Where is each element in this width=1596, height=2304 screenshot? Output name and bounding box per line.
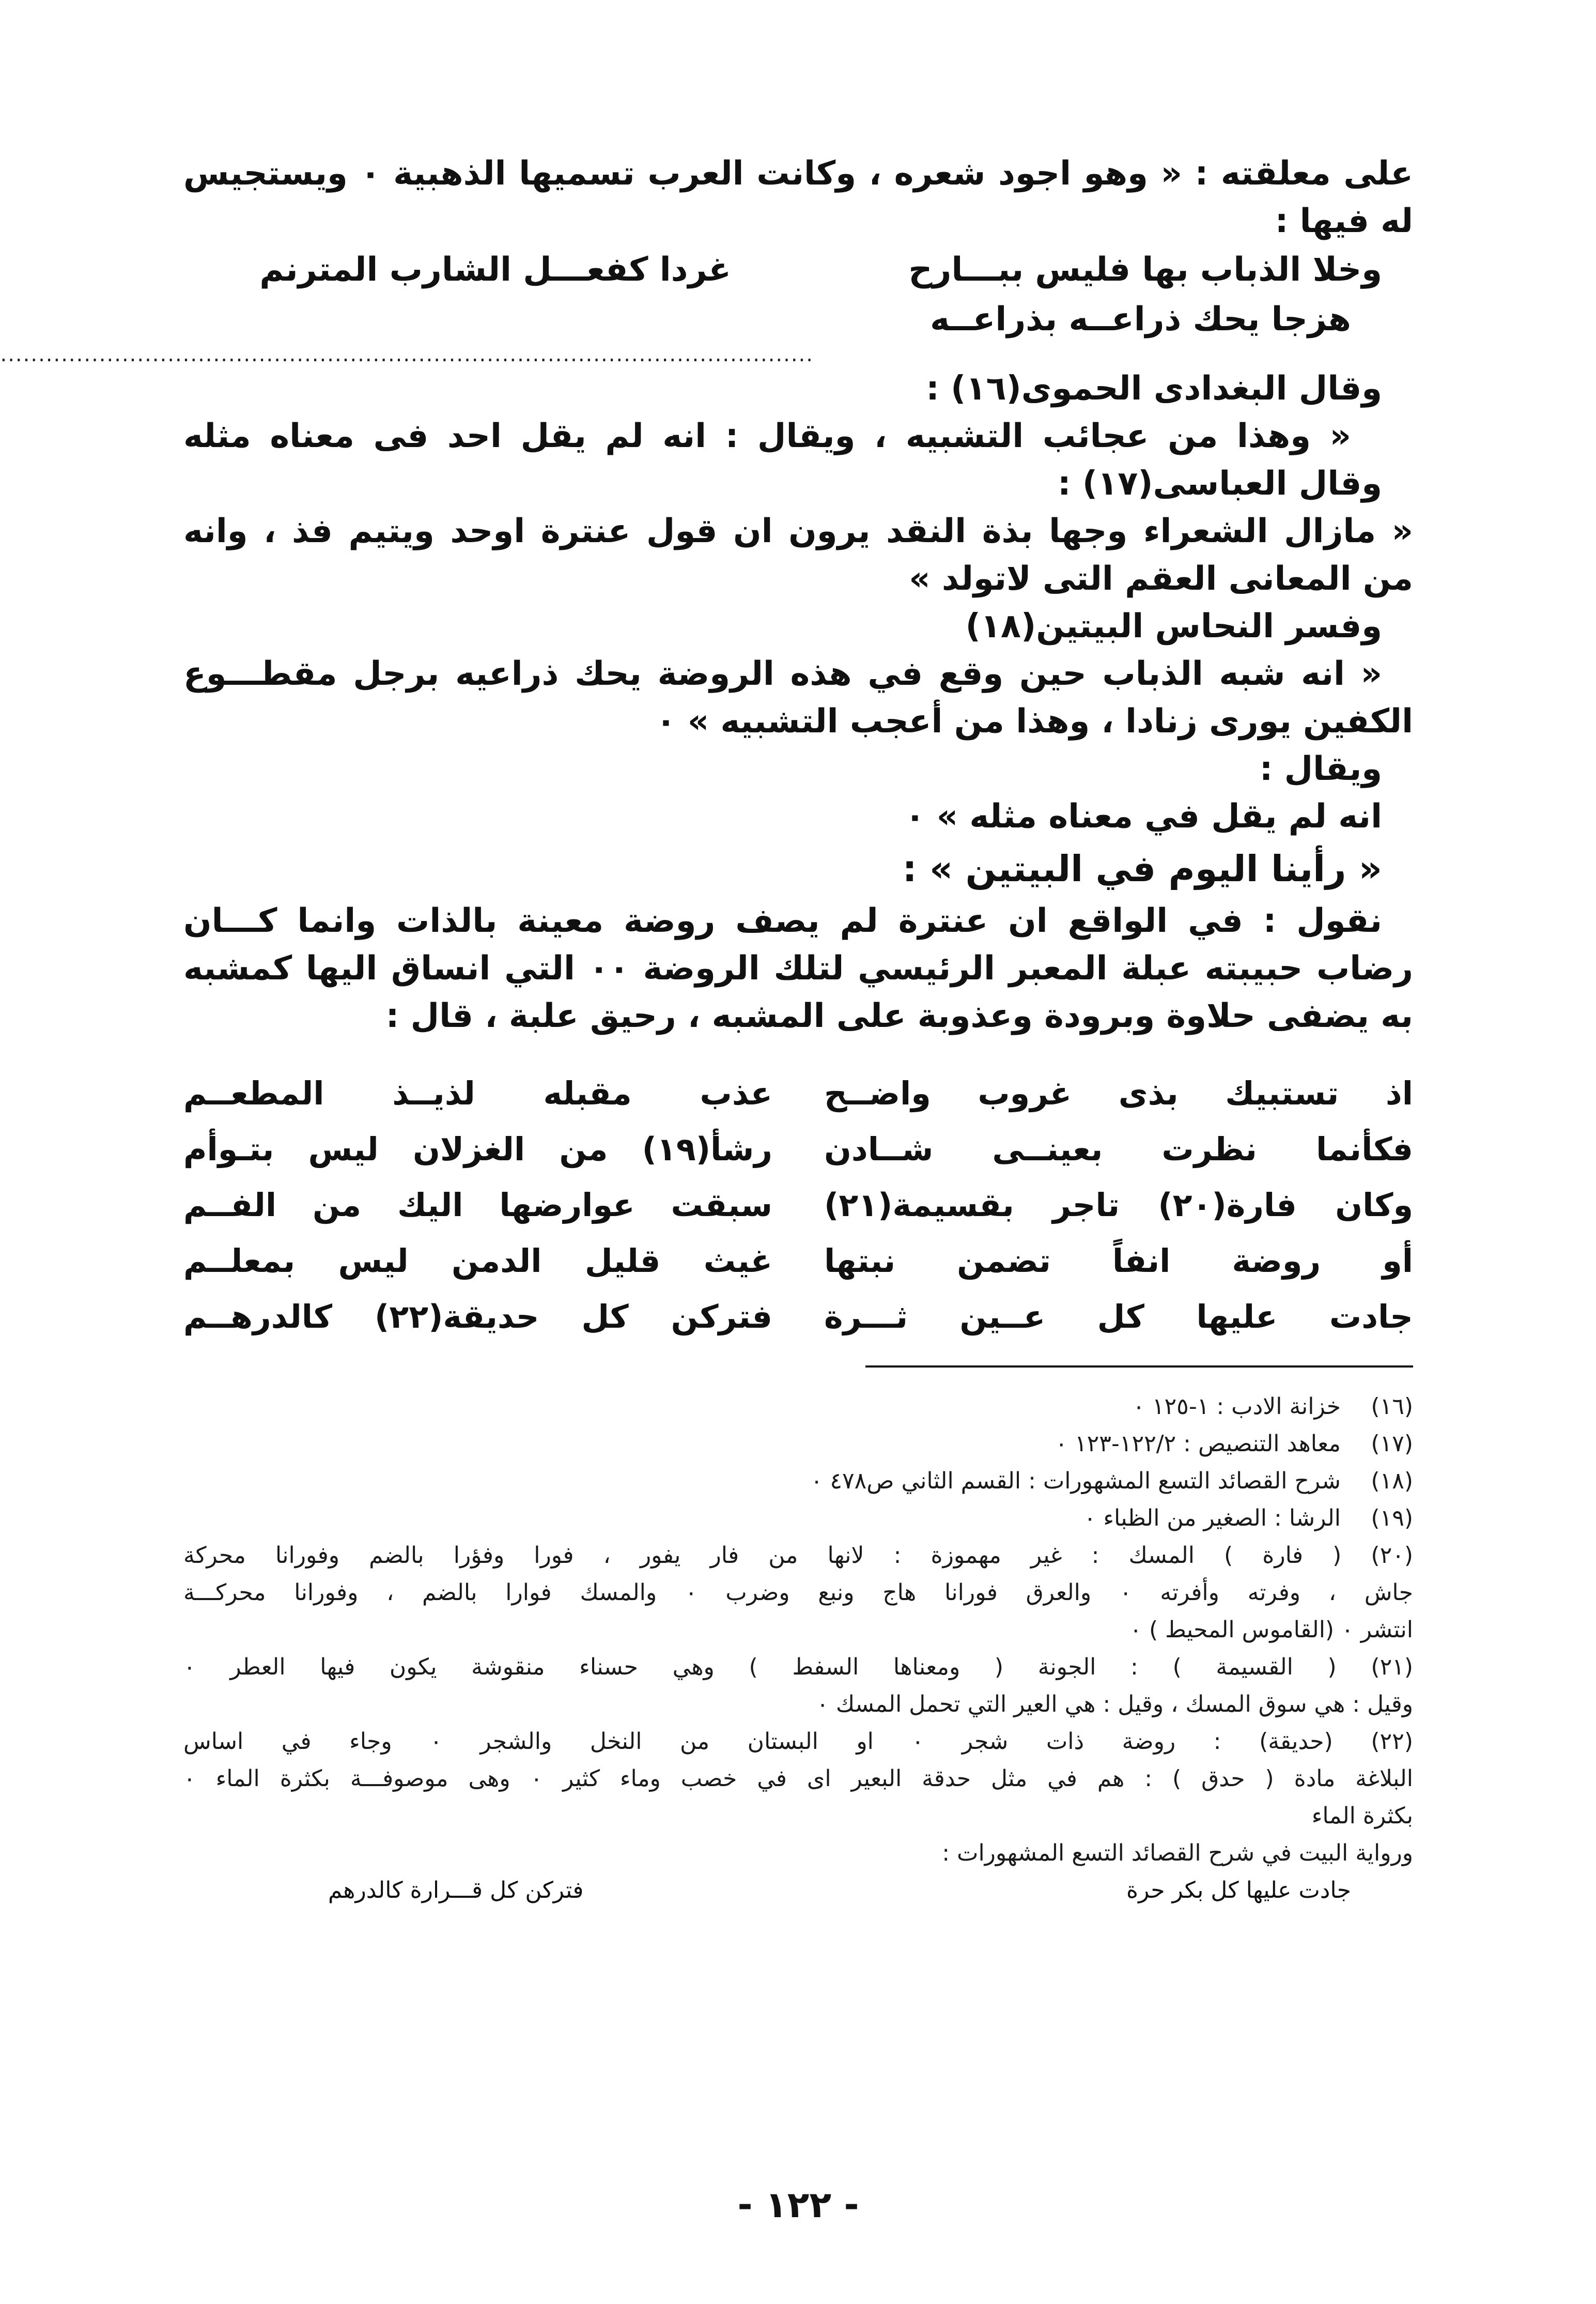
verse-dotted-separator: ........................................................................................................... <box>0 343 814 366</box>
document-page <box>0 150 1414 2269</box>
footnote-number: (١٨) <box>1371 1468 1413 1494</box>
verse-line <box>183 295 1413 344</box>
footnote-line: ورواية البيت في شرح القصائد التسع المشهورات : <box>942 1840 1413 1866</box>
poem-first-hemistich: فكأنما نظرت بعينــى شــادن <box>824 1130 1413 1168</box>
body-line: الكفين يورى زنادا ، وهذا من أعجب التشبيه » ٠ <box>656 702 1413 741</box>
footnote-line: (٢٠) ( فارة ) المسك : غير مهموزة : لانها من فار يفور ، فورا وفؤرا بالضم وفورانا محركة <box>183 1542 1413 1569</box>
body-line: من المعانى العقم التى لاتولد » <box>909 560 1413 598</box>
footnote-line: انتشر ٠ (القاموس المحيط ) ٠ <box>1129 1617 1413 1643</box>
intro-line: على معلقته : « وهو اجود شعره ، وكانت العرب تسميها الذهبية ٠ ويستجيس <box>183 155 1414 193</box>
body-line: « وهذا من عجائب التشبيه ، ويقال : انه لم يقل احد فى معناه مثله <box>183 417 1351 455</box>
footnote-number: (١٦) <box>1371 1393 1413 1420</box>
poem-second-hemistich: فتركن كل حديقة(٢٢) كالدرهــم <box>183 1298 772 1335</box>
body-line: وقال العباسى(١٧) : <box>1058 465 1382 503</box>
verse-second-hemistich: غردا كفعـــل الشارب المترنم <box>259 251 731 289</box>
body-line: « مازال الشعراء وجها بذة النقد يرون ان قول عنترة اوحد ويتيم فذ ، وانه <box>183 512 1413 550</box>
intro-line: له فيها : <box>1275 202 1413 240</box>
body-line: انه لم يقل في معناه مثله » ٠ <box>905 797 1382 836</box>
footnote-line: (٢٢) (حديقة) : روضة ذات شجر ٠ او البستان من النخل والشجر ٠ وجاء في اساس <box>183 1728 1413 1755</box>
footnote-number: (١٧) <box>1371 1431 1413 1457</box>
verse-line <box>183 245 1413 295</box>
footnote-verse <box>183 1872 1413 1909</box>
footnote <box>183 1500 1413 1537</box>
poem-second-hemistich: عذب مقبله لذيــذ المطعــم <box>183 1074 772 1112</box>
body-line: نقول : في الواقع ان عنترة لم يصف روضة معينة بالذات وانما كـــان <box>183 902 1382 940</box>
footnote-line: (٢١) ( القسيمة ) : الجونة ( ومعناها السفط ) وهي حسناء منقوشة يكون فيها العطر ٠ <box>183 1654 1413 1680</box>
footnote-line: جاش ، وفرته وأفرته ٠ والعرق فورانا هاج ونبع وضرب ٠ والمسك فوارا بالضم ، وفورانا محركـــة <box>183 1579 1414 1606</box>
poem-second-hemistich: سبقت عوارضها اليك من الفــم <box>183 1186 772 1224</box>
footnote-line: بكثرة الماء <box>1311 1803 1413 1829</box>
body-line: وقال البغدادى الحموى(١٦) : <box>926 370 1382 408</box>
poem-first-hemistich: وكان فارة(٢٠) تاجر بقسيمة(٢١) <box>824 1186 1413 1224</box>
footnote-verse-second: فتركن كل قـــرارة كالدرهم <box>328 1877 584 1903</box>
body-line: وفسر النحاس البيتين(١٨) <box>965 607 1382 646</box>
poem-second-hemistich: غيث قليل الدمن ليس بمعلــم <box>183 1242 772 1280</box>
footnote-text: خزانة الادب : ١-١٢٥ ٠ <box>1133 1393 1341 1420</box>
footnote <box>183 1425 1413 1463</box>
poem-first-hemistich: أو روضة انفاً تضمن نبتها <box>824 1242 1413 1280</box>
footnote-text: شرح القصائد التسع المشهورات : القسم الثاني ص٤٧٨ ٠ <box>810 1468 1341 1494</box>
page-number: - ١٢٢ - <box>737 2184 859 2226</box>
footnote-number: (١٩) <box>1371 1505 1413 1531</box>
section-heading: « رأينا اليوم في البيتين » : <box>902 848 1382 890</box>
poem-second-hemistich: رشأ(١٩) من الغزلان ليس بتـوأم <box>183 1130 772 1168</box>
footnote <box>183 1463 1413 1500</box>
poem-first-hemistich: اذ تستبيك بذى غروب واضــح <box>824 1074 1413 1112</box>
body-line: رضاب حبيبته عبلة المعبر الرئيسي لتلك الروضة ٠٠ التي انساق اليها كمشبه <box>183 949 1414 988</box>
verse-first-hemistich: وخلا الذباب بها فليس ببـــارح <box>908 251 1382 289</box>
footnote <box>183 1388 1413 1425</box>
verse-first-hemistich: هزجا يحك ذراعــه بذراعــه <box>930 300 1351 339</box>
footnote-text: معاهد التنصيص : ١٢٢/٢-١٢٣ ٠ <box>1055 1431 1341 1457</box>
footnote-verse-first: جادت عليها كل بكر حرة <box>1126 1877 1351 1903</box>
body-line: « انه شبه الذباب حين وقع في هذه الروضة يحك ذراعيه برجل مقطـــوع <box>183 655 1382 693</box>
footnote-text: الرشا : الصغير من الظباء ٠ <box>1083 1505 1341 1531</box>
footnote-rule <box>865 1365 1413 1368</box>
footnote-line: وقيل : هي سوق المسك ، وقيل : هي العير التي تحمل المسك ٠ <box>816 1691 1413 1717</box>
body-line: به يضفى حلاوة وبرودة وعذوبة على المشبه ، رحيق علبة ، قال : <box>385 997 1413 1035</box>
footnote-line: البلاغة مادة ( حدق ) : هم في مثل حدقة البعير اى في خصب وماء كثير ٠ وهى موصوفـــة بكثرة الماء ٠ <box>183 1765 1413 1792</box>
poem-first-hemistich: جادت عليها كل عــين ثـــرة <box>824 1298 1413 1335</box>
body-line: ويقال : <box>1259 750 1382 788</box>
poem <box>183 1066 1413 1345</box>
